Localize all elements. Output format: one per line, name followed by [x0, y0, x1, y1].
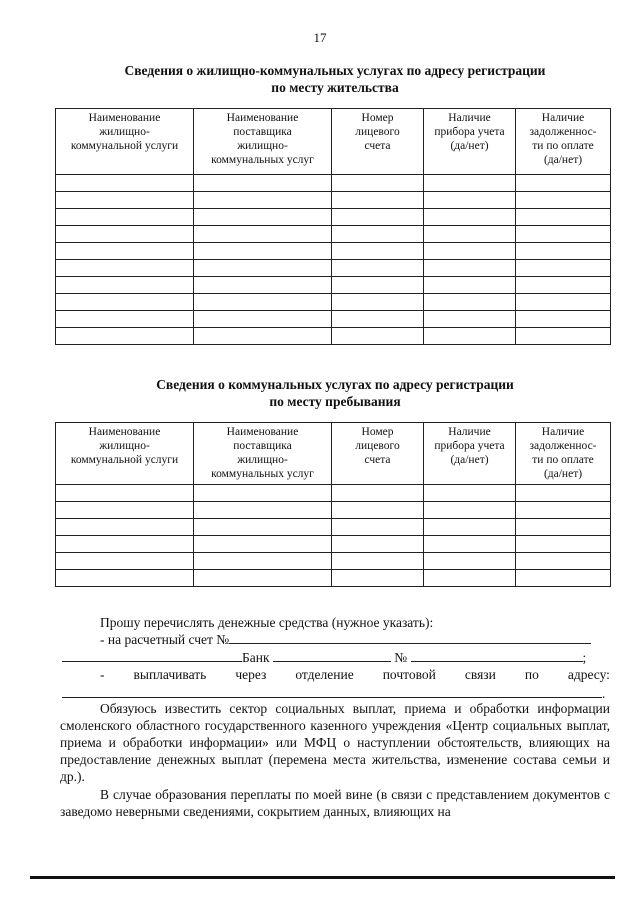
table-cell[interactable] — [424, 209, 516, 226]
column-header-line: Наличие — [541, 426, 585, 438]
table-header-row — [56, 109, 611, 175]
table-row — [56, 294, 611, 311]
table-cell[interactable] — [194, 192, 332, 209]
post-line-word: связи — [464, 667, 496, 682]
table-cell[interactable] — [516, 277, 611, 294]
column-header-line: жилищно- — [237, 140, 288, 152]
table-row — [56, 570, 611, 587]
table-row — [56, 502, 611, 519]
bank-label: Банк — [242, 650, 270, 665]
section1-title-line2: по месту жительства — [271, 80, 399, 95]
table-cell[interactable] — [424, 485, 516, 502]
table-cell[interactable] — [194, 502, 332, 519]
column-header-4 — [424, 423, 516, 485]
post-line-word: почтовой — [382, 667, 436, 682]
column-header-line: коммунальных услуг — [211, 468, 314, 480]
table-cell[interactable] — [424, 277, 516, 294]
post-line-word: - — [100, 667, 105, 682]
table-cell[interactable] — [516, 243, 611, 260]
column-header-1 — [56, 423, 194, 485]
table-cell[interactable] — [332, 175, 424, 192]
table-row — [56, 277, 611, 294]
table-row — [56, 519, 611, 536]
column-header-line: жилищно- — [237, 454, 288, 466]
table-cell[interactable] — [332, 570, 424, 587]
table-cell[interactable] — [56, 328, 194, 345]
table-cell[interactable] — [424, 294, 516, 311]
table-cell[interactable] — [194, 260, 332, 277]
table-cell[interactable] — [424, 226, 516, 243]
column-header-line: задолженнос- — [529, 126, 597, 138]
table-cell[interactable] — [332, 192, 424, 209]
table-cell[interactable] — [516, 519, 611, 536]
table-row — [56, 226, 611, 243]
table-cell[interactable] — [424, 502, 516, 519]
table-cell[interactable] — [332, 485, 424, 502]
column-header-line: ти по оплате — [532, 454, 594, 466]
table-cell[interactable] — [516, 311, 611, 328]
column-header-line: коммунальных услуг — [211, 154, 314, 166]
table-cell[interactable] — [56, 536, 194, 553]
bank-name-field[interactable] — [273, 648, 391, 662]
table-cell[interactable] — [194, 294, 332, 311]
table-cell[interactable] — [424, 243, 516, 260]
residence-services-table — [55, 108, 611, 345]
table-cell[interactable] — [194, 536, 332, 553]
table-cell[interactable] — [516, 570, 611, 587]
column-header-line: Наличие — [448, 112, 491, 124]
table-cell[interactable] — [424, 192, 516, 209]
table-row — [56, 536, 611, 553]
table-cell[interactable] — [332, 260, 424, 277]
table-cell[interactable] — [516, 260, 611, 277]
table-row — [56, 192, 611, 209]
table-cell[interactable] — [56, 226, 194, 243]
table-cell[interactable] — [194, 175, 332, 192]
column-header-2 — [194, 109, 332, 175]
table-cell[interactable] — [332, 243, 424, 260]
table-cell[interactable] — [56, 175, 194, 192]
column-header-line: Наименование — [88, 426, 161, 438]
table-cell[interactable] — [516, 328, 611, 345]
table-row — [56, 553, 611, 570]
post-line-word: по — [524, 667, 539, 682]
table-cell[interactable] — [56, 553, 194, 570]
table-cell[interactable] — [516, 294, 611, 311]
post-line-word: отделение — [295, 667, 354, 682]
table-cell[interactable] — [424, 570, 516, 587]
column-header-line: (да/нет) — [543, 154, 583, 166]
column-header-line: Номер — [361, 426, 394, 438]
column-header-line: задолженнос- — [529, 440, 597, 452]
table-cell[interactable] — [194, 277, 332, 294]
bank-number-field[interactable] — [411, 648, 583, 662]
table-cell[interactable] — [194, 519, 332, 536]
table-row — [56, 328, 611, 345]
column-header-line: счета — [364, 140, 391, 152]
column-header-line: жилищно- — [99, 126, 150, 138]
semicolon: ; — [582, 650, 587, 665]
table-cell[interactable] — [56, 570, 194, 587]
post-line-word: выплачивать — [133, 667, 207, 682]
account-line — [100, 630, 610, 648]
table-cell[interactable] — [56, 502, 194, 519]
obligation-paragraph: Обязуюсь известить сектор социальных выплат, приема и обработки информации смоленского областного государственного казенного учреждения «Центр социальных выплат, приема и обработки информации» или МФЦ о наступлении обстоятельств, влияющих на предоставление денежных выплат (перемена места жительства, изменение состава семьи и др.). — [60, 701, 610, 784]
table-cell[interactable] — [56, 260, 194, 277]
section2-title — [60, 376, 610, 410]
table-cell[interactable] — [56, 243, 194, 260]
transfer-intro: Прошу перечислять денежные средства (нужное указать): — [100, 615, 434, 630]
account-label: - на расчетный счет № — [100, 632, 230, 647]
column-header-line: поставщика — [233, 440, 292, 452]
table-cell[interactable] — [516, 485, 611, 502]
number-label: № — [394, 650, 408, 665]
column-header-3 — [332, 423, 424, 485]
page-number: 17 — [313, 30, 327, 45]
address-period: . — [602, 686, 606, 701]
table-cell[interactable] — [194, 243, 332, 260]
column-header-line: Наличие — [541, 112, 585, 124]
column-header-3 — [332, 109, 424, 175]
column-header-line: лицевого — [355, 126, 400, 138]
table-cell[interactable] — [332, 311, 424, 328]
column-header-1 — [56, 109, 194, 175]
column-header-line: (да/нет) — [450, 140, 489, 152]
table-row — [56, 175, 611, 192]
table-cell[interactable] — [424, 260, 516, 277]
account-continuation-field[interactable] — [62, 648, 242, 662]
table-cell[interactable] — [194, 209, 332, 226]
section1-title-line1: Сведения о жилищно-коммунальных услугах по адресу регистрации — [124, 63, 546, 78]
bank-line — [62, 648, 610, 666]
column-header-line: Номер — [361, 112, 394, 124]
table-cell[interactable] — [56, 192, 194, 209]
column-header-line: коммунальной услуги — [70, 140, 179, 152]
table-cell[interactable] — [56, 277, 194, 294]
table-row — [56, 260, 611, 277]
table-cell[interactable] — [56, 519, 194, 536]
column-header-line: жилищно- — [99, 440, 150, 452]
table-row — [56, 485, 611, 502]
table-cell[interactable] — [56, 485, 194, 502]
table-cell[interactable] — [332, 502, 424, 519]
table-cell[interactable] — [424, 519, 516, 536]
column-header-5 — [516, 423, 611, 485]
column-header-line: (да/нет) — [450, 454, 489, 466]
table-row — [56, 311, 611, 328]
column-header-5 — [516, 109, 611, 175]
column-header-line: поставщика — [233, 126, 292, 138]
table-cell[interactable] — [424, 553, 516, 570]
table-cell[interactable] — [194, 311, 332, 328]
table-cell[interactable] — [56, 294, 194, 311]
column-header-4 — [424, 109, 516, 175]
column-header-line: ти по оплате — [532, 140, 594, 152]
table-row — [56, 243, 611, 260]
table-cell[interactable] — [424, 536, 516, 553]
column-header-line: Наименование — [226, 426, 299, 438]
column-header-line: (да/нет) — [543, 468, 583, 480]
section1-title — [60, 62, 610, 96]
column-header-2 — [194, 423, 332, 485]
table-cell[interactable] — [194, 328, 332, 345]
table-cell[interactable] — [332, 519, 424, 536]
table-cell[interactable] — [516, 209, 611, 226]
table-cell[interactable] — [332, 536, 424, 553]
table-cell[interactable] — [424, 175, 516, 192]
stay-services-table — [55, 422, 611, 587]
column-header-line: счета — [364, 454, 391, 466]
table-cell[interactable] — [194, 485, 332, 502]
section2-title-line1: Сведения о коммунальных услугах по адресу регистрации — [156, 377, 514, 392]
table-cell[interactable] — [194, 226, 332, 243]
table-cell[interactable] — [424, 328, 516, 345]
account-number-field[interactable] — [229, 630, 591, 644]
post-office-line — [100, 666, 610, 683]
section2-title-line2: по месту пребывания — [269, 394, 401, 409]
column-header-line: лицевого — [355, 440, 400, 452]
column-header-line: прибора учета — [434, 126, 505, 138]
table-cell[interactable] — [516, 226, 611, 243]
bottom-rule — [30, 876, 615, 879]
table-cell[interactable] — [516, 502, 611, 519]
post-line-word: через — [235, 667, 267, 682]
table-cell[interactable] — [332, 294, 424, 311]
table-cell[interactable] — [332, 277, 424, 294]
overpayment-paragraph: В случае образования переплаты по моей вине (в связи с представлением документов с заведомо неверными сведениями, сокрытием данных, влияющих на — [60, 787, 610, 819]
table-row — [56, 209, 611, 226]
column-header-line: коммунальной услуги — [70, 454, 179, 466]
address-field[interactable] — [62, 684, 602, 698]
column-header-line: Наименование — [88, 112, 161, 124]
column-header-line: прибора учета — [434, 440, 505, 452]
table-header-row — [56, 423, 611, 485]
column-header-line: Наличие — [448, 426, 491, 438]
table-cell[interactable] — [332, 226, 424, 243]
table-cell[interactable] — [516, 175, 611, 192]
table-cell[interactable] — [516, 192, 611, 209]
table-cell[interactable] — [194, 570, 332, 587]
table-cell[interactable] — [56, 311, 194, 328]
table-cell[interactable] — [424, 311, 516, 328]
table-cell[interactable] — [332, 553, 424, 570]
table-cell[interactable] — [516, 553, 611, 570]
table-cell[interactable] — [516, 536, 611, 553]
table-cell[interactable] — [56, 209, 194, 226]
post-line-word: адресу: — [567, 667, 610, 682]
table-cell[interactable] — [332, 328, 424, 345]
table-cell[interactable] — [194, 553, 332, 570]
table-cell[interactable] — [332, 209, 424, 226]
column-header-line: Наименование — [226, 112, 299, 124]
